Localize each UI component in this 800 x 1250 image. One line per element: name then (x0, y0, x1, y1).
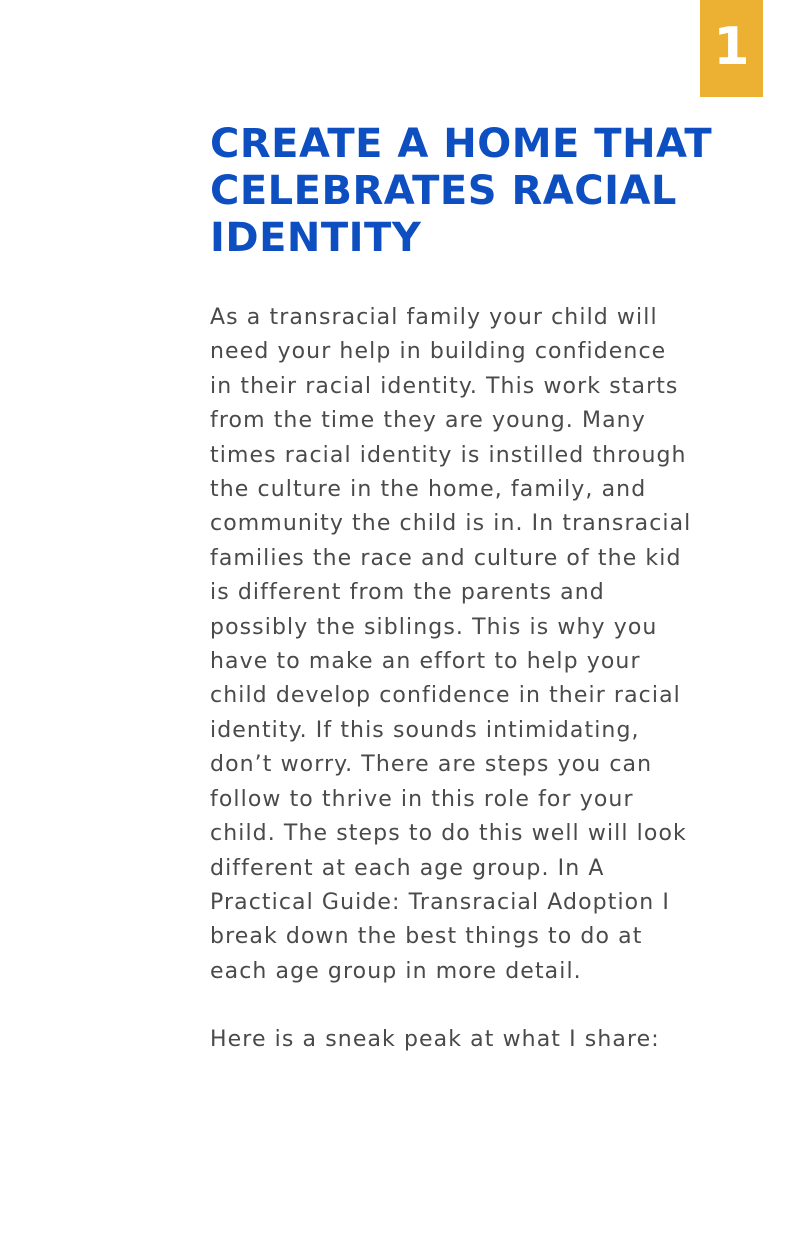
body-line: break down the best things to do at (210, 924, 643, 950)
body-line: each age group in more detail. (210, 958, 582, 984)
section-heading (210, 121, 730, 262)
body-line: Practical Guide: Transracial Adoption I (210, 889, 670, 915)
body-line: follow to thrive in this role for your (210, 786, 634, 812)
heading-line: IDENTITY (210, 215, 422, 261)
page-number: 1 (713, 16, 750, 77)
body-line: the culture in the home, family, and (210, 477, 647, 503)
body-line: times racial identity is instilled through (210, 442, 687, 468)
body-line: child. The steps to do this well will look (210, 821, 687, 847)
body-line: don’t worry. There are steps you can (210, 752, 653, 778)
body-line: need your help in building confidence (210, 339, 667, 365)
body-line: in their racial identity. This work starts (210, 373, 679, 399)
content-column (210, 121, 730, 1058)
body-line: is different from the parents and (210, 580, 605, 606)
heading-line: CREATE A HOME THAT (210, 121, 713, 167)
body-line: families the race and culture of the kid (210, 545, 682, 571)
body-line: have to make an effort to help your (210, 649, 641, 675)
body-line: possibly the siblings. This is why you (210, 614, 658, 640)
body-paragraph (210, 301, 730, 989)
body-line: different at each age group. In A (210, 855, 605, 881)
list-intro-text: Here is a sneak peak at what I share: (210, 1027, 660, 1053)
body-line: identity. If this sounds intimidating, (210, 717, 640, 743)
body-line: from the time they are young. Many (210, 408, 646, 434)
page-number-badge (700, 0, 763, 97)
heading-line: CELEBRATES RACIAL (210, 168, 677, 214)
body-line: As a transracial family your child will (210, 305, 658, 330)
body-line: child develop confidence in their racial (210, 683, 681, 709)
body-line: community the child is in. In transracial (210, 511, 692, 537)
